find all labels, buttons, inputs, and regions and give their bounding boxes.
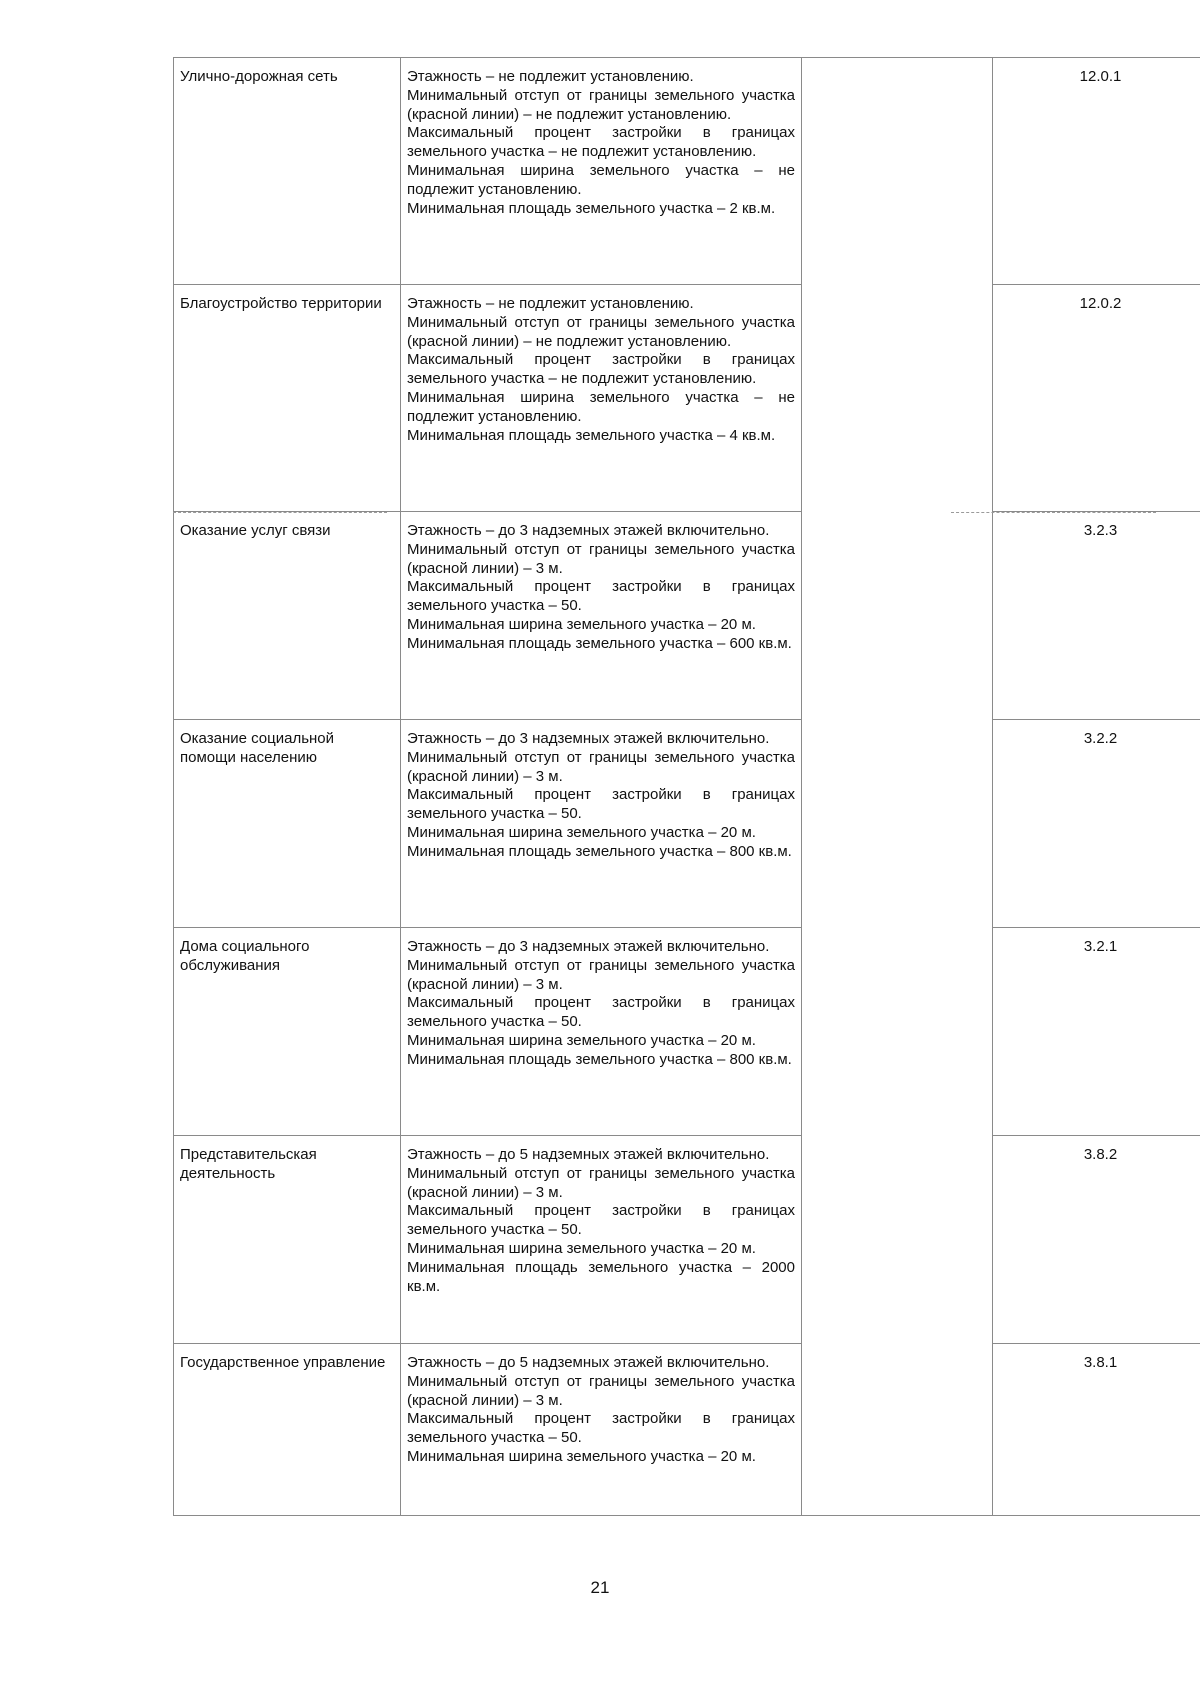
land-use-table: [173, 57, 1200, 1516]
parameter-line: Минимальная площадь земельного участка – 600 кв.м.: [407, 634, 792, 652]
parameter-line: Минимальный отступ от границы земельного участка (красной линии) – не подлежит установлению.: [407, 86, 795, 123]
table-row: [174, 928, 1200, 1136]
table-body: [174, 58, 1200, 1516]
parameter-line: Минимальная ширина земельного участка – 20 м.: [407, 1031, 756, 1049]
parameter-line: Минимальный отступ от границы земельного участка (красной линии) – 3 м.: [407, 1372, 795, 1409]
table-row: [174, 1136, 1200, 1344]
code-cell: 3.2.3: [993, 512, 1200, 720]
empty-cell: [802, 512, 993, 720]
parameter-line: Этажность – до 5 надземных этажей включительно.: [407, 1146, 770, 1163]
parameters-cell: [401, 1136, 802, 1344]
land-use-name: Дома социального обслуживания: [174, 928, 401, 1136]
parameter-line: Максимальный процент застройки в границах земельного участка – 50.: [407, 578, 795, 615]
table-row: [174, 512, 1200, 720]
dashed-divider: [951, 512, 1156, 513]
parameter-line: Максимальный процент застройки в границах земельного участка – 50.: [407, 786, 795, 823]
parameter-line: Минимальная площадь земельного участка – 2000 кв.м.: [407, 1258, 795, 1295]
parameter-line: Этажность – до 3 надземных этажей включительно.: [407, 938, 770, 955]
empty-cell: [802, 58, 993, 285]
parameter-line: Минимальный отступ от границы земельного участка (красной линии) – 3 м.: [407, 748, 795, 785]
parameter-line: Минимальная площадь земельного участка – 800 кв.м.: [407, 1050, 792, 1068]
parameter-line: Минимальный отступ от границы земельного участка (красной линии) – 3 м.: [407, 540, 795, 577]
parameter-line: Этажность – до 3 надземных этажей включительно.: [407, 730, 770, 747]
empty-cell: [802, 285, 993, 512]
table-row: [174, 285, 1200, 512]
table-row: [174, 720, 1200, 928]
parameters-cell: [401, 928, 802, 1136]
empty-cell: [802, 1344, 993, 1516]
parameter-line: Минимальная ширина земельного участка – не подлежит установлению.: [407, 161, 795, 198]
parameter-line: Этажность – до 3 надземных этажей включительно.: [407, 522, 770, 539]
parameter-line: Максимальный процент застройки в границах земельного участка – не подлежит установлению.: [407, 351, 795, 388]
code-cell: 3.8.1: [993, 1344, 1200, 1516]
table-row: [174, 1344, 1200, 1516]
parameter-line: Этажность – не подлежит установлению.: [407, 68, 694, 85]
empty-cell: [802, 720, 993, 928]
page-number: 21: [590, 1578, 610, 1597]
table-row: [174, 58, 1200, 285]
empty-cell: [802, 928, 993, 1136]
parameter-line: Минимальная площадь земельного участка – 800 кв.м.: [407, 842, 792, 860]
parameter-line: Минимальный отступ от границы земельного участка (красной линии) – 3 м.: [407, 956, 795, 993]
dashed-divider: [173, 512, 387, 513]
parameter-line: Минимальная площадь земельного участка – 2 кв.м.: [407, 199, 776, 217]
code-cell: 3.8.2: [993, 1136, 1200, 1344]
code-cell: 12.0.2: [993, 285, 1200, 512]
land-use-name: Оказание социальной помощи населению: [174, 720, 401, 928]
empty-cell: [802, 1136, 993, 1344]
parameter-line: Минимальная ширина земельного участка – 20 м.: [407, 1447, 756, 1465]
land-use-name: Улично-дорожная сеть: [174, 58, 401, 285]
parameter-line: Максимальный процент застройки в границах земельного участка – 50.: [407, 994, 795, 1031]
parameters-cell: [401, 1344, 802, 1516]
land-use-name: Государственное управление: [174, 1344, 401, 1516]
parameter-line: Минимальная ширина земельного участка – 20 м.: [407, 823, 756, 841]
parameters-cell: [401, 720, 802, 928]
parameter-line: Минимальный отступ от границы земельного участка (красной линии) – 3 м.: [407, 1164, 795, 1201]
parameter-line: Максимальный процент застройки в границах земельного участка – 50.: [407, 1202, 795, 1239]
parameter-line: Этажность – не подлежит установлению.: [407, 295, 694, 312]
parameter-line: Максимальный процент застройки в границах земельного участка – 50.: [407, 1410, 795, 1447]
parameter-line: Минимальная ширина земельного участка – 20 м.: [407, 615, 756, 633]
land-use-name: Представительская деятельность: [174, 1136, 401, 1344]
land-use-name: Оказание услуг связи: [174, 512, 401, 720]
parameter-line: Максимальный процент застройки в границах земельного участка – не подлежит установлению.: [407, 124, 795, 161]
parameter-line: Минимальная ширина земельного участка – не подлежит установлению.: [407, 388, 795, 425]
land-use-name: Благоустройство территории: [174, 285, 401, 512]
parameter-line: Минимальный отступ от границы земельного участка (красной линии) – не подлежит установлению.: [407, 313, 795, 350]
parameter-line: Минимальная площадь земельного участка – 4 кв.м.: [407, 426, 776, 444]
parameter-line: Этажность – до 5 надземных этажей включительно.: [407, 1354, 770, 1371]
parameters-cell: [401, 58, 802, 285]
parameters-cell: [401, 512, 802, 720]
code-cell: 3.2.2: [993, 720, 1200, 928]
parameters-cell: [401, 285, 802, 512]
code-cell: 12.0.1: [993, 58, 1200, 285]
parameter-line: Минимальная ширина земельного участка – 20 м.: [407, 1239, 756, 1257]
code-cell: 3.2.1: [993, 928, 1200, 1136]
